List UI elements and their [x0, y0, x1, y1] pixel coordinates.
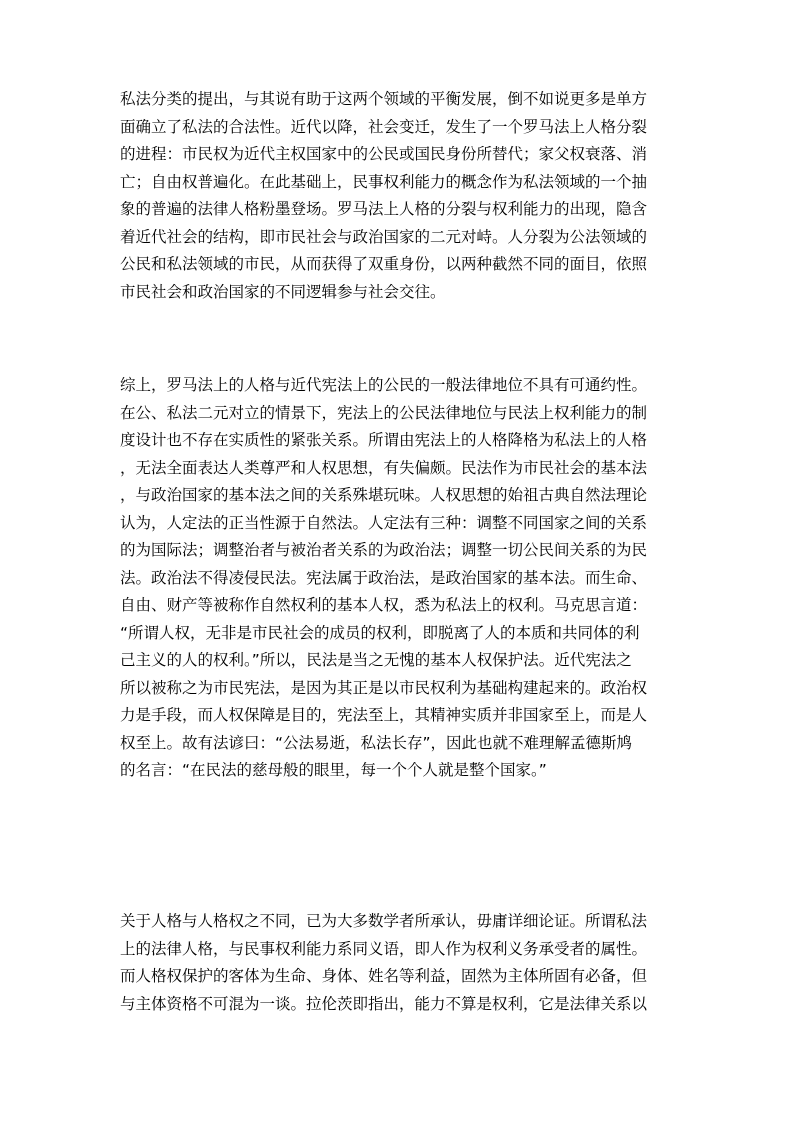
text-line: 的进程：市民权为近代主权国家中的公民或国民身份所替代；家父权衰落、消: [120, 145, 648, 163]
text-line: 公民和私法领域的市民，从而获得了双重身份，以两种截然不同的面目，依照: [120, 255, 648, 273]
text-line: 度设计也不存在实质性的紧张关系。所谓由宪法上的人格降格为私法上的人格: [120, 431, 648, 449]
paragraph-2: [120, 372, 674, 785]
text-line: 的名言：“在民法的慈母般的眼里，每一个个人就是整个国家。”: [120, 761, 547, 779]
text-line: 综上，罗马法上的人格与近代宪法上的公民的一般法律地位不具有可通约性。: [120, 376, 648, 394]
text-line: ，与政治国家的基本法之间的关系殊堪玩味。人权思想的始祖古典自然法理论: [120, 486, 648, 504]
text-line: 力是手段，而人权保障是目的，宪法至上，其精神实质并非国家至上，而是人: [120, 706, 648, 724]
text-line: 面确立了私法的合法性。近代以降，社会变迁，发生了一个罗马法上人格分裂: [120, 117, 648, 136]
text-line: 与主体资格不可混为一谈。拉伦茨即指出，能力不算是权利，它是法律关系以: [120, 994, 648, 1013]
text-line: 着近代社会的结构，即市民社会与政治国家的二元对峙。人分裂为公法领域的: [120, 227, 648, 246]
paragraph-3: [120, 908, 674, 1018]
text-line: “所谓人权，无非是市民社会的成员的权利，即脱离了人的本质和共同体的利: [120, 623, 640, 642]
text-line: 在公、私法二元对立的情景下，宪法上的公民法律地位与民法上权利能力的制: [120, 403, 648, 422]
text-line: 象的普遍的法律人格粉墨登场。罗马法上人格的分裂与权利能力的出现，隐含: [120, 200, 648, 218]
paragraph-1: [120, 86, 674, 306]
text-line: 亡；自由权普遍化。在此基础上，民事权利能力的概念作为私法领域的一个抽: [120, 172, 648, 191]
text-line: 认为，人定法的正当性源于自然法。人定法有三种：调整不同国家之间的关系: [120, 513, 648, 532]
text-line: 关于人格与人格权之不同，已为大多数学者所承认，毋庸详细论证。所谓私法: [120, 912, 648, 930]
text-line: 而人格权保护的客体为生命、身体、姓名等利益，固然为主体所固有必备，但: [120, 967, 648, 985]
text-line: 自由、财产等被称作自然权利的基本人权，悉为私法上的权利。马克思言道：: [120, 596, 648, 614]
text-line: 私法分类的提出，与其说有助于这两个领域的平衡发展，倒不如说更多是单方: [120, 90, 648, 108]
text-line: 市民社会和政治国家的不同逻辑参与社会交往。: [120, 282, 446, 301]
text-line: ，无法全面表达人类尊严和人权思想，有失偏颇。民法作为市民社会的基本法: [120, 458, 648, 477]
text-line: 上的法律人格，与民事权利能力系同义语，即人作为权利义务承受者的属性。: [120, 939, 648, 958]
text-line: 所以被称之为市民宪法，是因为其正是以市民权利为基础构建起来的。政治权: [120, 678, 648, 697]
text-line: 权至上。故有法谚曰：“公法易逝，私法长存”，因此也就不难理解孟德斯鸠: [120, 733, 633, 752]
text-line: 的为国际法；调整治者与被治者关系的为政治法；调整一切公民间关系的为民: [120, 541, 648, 559]
text-line: 己主义的人的权利。”所以，民法是当之无愧的基本人权保护法。近代宪法之: [120, 651, 632, 669]
text-line: 法。政治法不得凌侵民法。宪法属于政治法，是政治国家的基本法。而生命、: [120, 568, 648, 587]
